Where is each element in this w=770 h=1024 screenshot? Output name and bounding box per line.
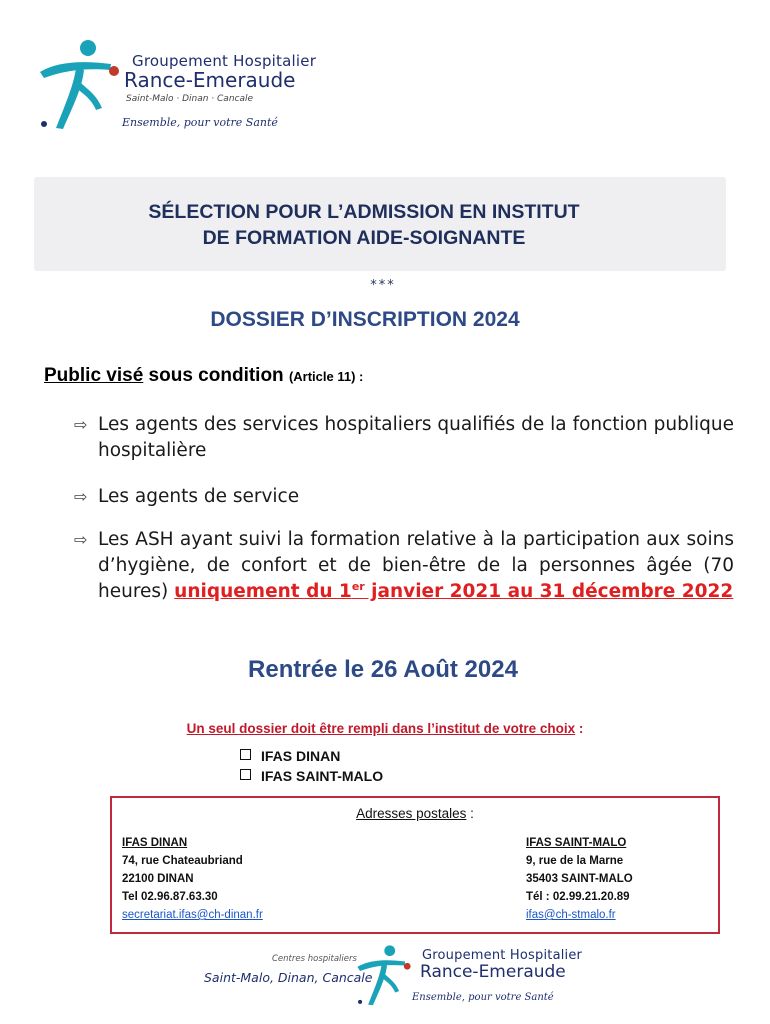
public-heading (44, 365, 363, 387)
addresses-box (110, 796, 720, 934)
address-city: 22100 DINAN (122, 873, 194, 885)
address-tel: Tél : 02.99.21.20.89 (526, 891, 630, 903)
footer-cities: Saint-Malo, Dinan, Cancale (204, 970, 373, 985)
address-tel: Tel 02.96.87.63.30 (122, 891, 218, 903)
runner-figure-icon (352, 944, 418, 1008)
list-item (74, 412, 734, 464)
footer-logo-line2: Rance-Emeraude (420, 962, 566, 982)
header-logo (36, 38, 336, 138)
choice-text: Un seul dossier doit être rempli dans l’institut de votre choix (186, 721, 576, 736)
dossier-heading: DOSSIER D’INSCRIPTION 2024 (210, 308, 520, 331)
title-line1: SÉLECTION POUR L’ADMISSION EN INSTITUT (148, 201, 580, 223)
runner-figure-icon (36, 38, 126, 133)
rentree-heading: Rentrée le 26 Août 2024 (248, 656, 518, 683)
highlight-part-a: uniquement du 1 (174, 581, 352, 602)
footer-logo (352, 944, 592, 1010)
address-name: IFAS DINAN (122, 837, 188, 849)
bullet-text: Les agents de service (98, 486, 300, 507)
addresses-title-colon: : (466, 806, 474, 821)
choice-note (0, 721, 770, 736)
addresses-title-text: Adresses postales (356, 806, 467, 821)
checkbox[interactable] (240, 749, 251, 760)
separator-stars: *** (370, 278, 396, 293)
option-label: IFAS SAINT-MALO (261, 768, 384, 784)
public-colon: : (355, 369, 364, 384)
public-article: (Article 11) (288, 369, 356, 384)
choice-colon: : (575, 721, 584, 736)
highlight-sup: er (351, 579, 365, 593)
date-highlight (174, 581, 733, 602)
page-title (34, 199, 694, 251)
address-street: 74, rue Chateaubriand (122, 855, 243, 867)
highlight-part-b: janvier 2021 au 31 décembre 2022 (364, 581, 734, 602)
logo-slogan: Ensemble, pour votre Santé (122, 116, 278, 129)
checkbox[interactable] (240, 769, 251, 780)
bullet-body: Les ASH ayant suivi la formation relative à la participation aux soins d’hygiène, de confort et de bien-être de la personnes âgée (70 heures) (98, 529, 734, 602)
email-link[interactable]: ifas@ch-stmalo.fr (526, 909, 616, 921)
title-line2: DE FORMATION AIDE-SOIGNANTE (202, 227, 526, 249)
list-item (74, 527, 734, 605)
email-link[interactable]: secretariat.ifas@ch-dinan.fr (122, 909, 263, 921)
address-name: IFAS SAINT-MALO (526, 837, 627, 849)
arrow-right-icon: ⇨ (74, 415, 88, 434)
footer-logo-line1: Groupement Hospitalier (422, 948, 583, 963)
option-ifas-saint-malo[interactable] (240, 768, 383, 784)
footer-slogan: Ensemble, pour votre Santé (412, 992, 554, 1003)
bullet-text (98, 527, 734, 605)
footer-centres: Centres hospitaliers (272, 954, 357, 964)
option-label: IFAS DINAN (261, 748, 341, 764)
option-ifas-dinan[interactable] (240, 748, 340, 764)
address-street: 9, rue de la Marne (526, 855, 624, 867)
public-condition: sous condition (143, 365, 289, 386)
address-city: 35403 SAINT-MALO (526, 873, 633, 885)
public-label: Public visé (44, 365, 144, 386)
addresses-title (112, 806, 718, 821)
list-item (74, 484, 734, 510)
arrow-right-icon: ⇨ (74, 530, 88, 549)
logo-line1: Groupement Hospitalier (132, 52, 317, 70)
logo-line2: Rance-Emeraude (124, 68, 296, 92)
address-saint-malo (526, 834, 633, 924)
logo-line3: Saint-Malo · Dinan · Cancale (126, 94, 254, 104)
address-dinan (122, 834, 263, 924)
bullet-text: Les agents des services hospitaliers qualifiés de la fonction publique hospitalière (98, 414, 734, 461)
arrow-right-icon: ⇨ (74, 487, 88, 506)
